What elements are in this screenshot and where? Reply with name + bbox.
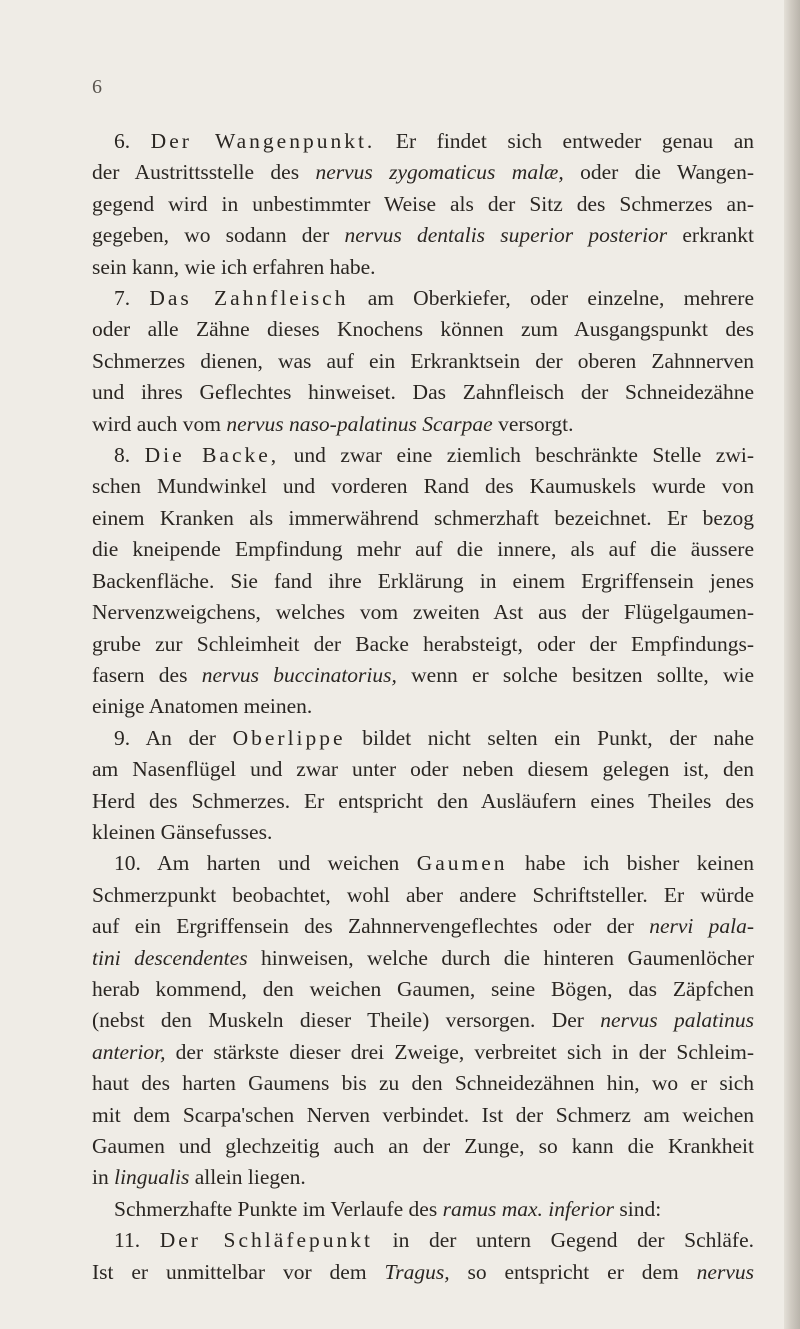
text-segment: grube zur Schleimheit der Backe herabsteigt, oder der Empfindungs- bbox=[92, 631, 754, 656]
text-segment: 7. bbox=[114, 286, 150, 311]
text-line bbox=[92, 566, 754, 597]
text-segment: einem Kranken als immerwährend schmerzhaft bezeichnet. Er bezog bbox=[92, 505, 754, 530]
text-line bbox=[92, 1005, 754, 1036]
text-segment: gegend wird in unbestimmter Weise als der Sitz des Schmerzes an- bbox=[92, 191, 754, 216]
spaced-heading: Oberlippe bbox=[232, 725, 346, 750]
text-segment: die kneipende Empfindung mehr auf die innere, als auf die äussere bbox=[92, 537, 754, 562]
text-segment: mit dem Scarpa'schen Nerven verbindet. Ist der Schmerz am weichen bbox=[92, 1102, 754, 1127]
text-segment: am Oberkiefer, oder einzelne, mehrere bbox=[348, 286, 755, 311]
text-segment: 11. bbox=[114, 1228, 160, 1253]
italic-term: tini descendentes bbox=[92, 945, 248, 970]
text-segment: Schmerzhafte Punkte im Verlaufe des bbox=[114, 1196, 443, 1221]
text-segment: wird auch vom bbox=[92, 411, 227, 436]
text-line bbox=[92, 471, 754, 502]
text-segment: sein kann, wie ich erfahren habe. bbox=[92, 254, 376, 279]
spaced-heading: Der Schläfepunkt bbox=[159, 1228, 373, 1253]
text-line bbox=[92, 691, 754, 722]
text-line bbox=[92, 440, 754, 471]
text-segment: erkrankt bbox=[667, 223, 754, 248]
text-segment: 8. bbox=[114, 443, 145, 468]
page-edge-shadow bbox=[784, 0, 800, 1329]
text-segment: (nebst den Muskeln dieser Theile) versorgen. Der bbox=[92, 1008, 601, 1033]
text-line bbox=[92, 848, 754, 879]
text-line bbox=[92, 1225, 754, 1256]
text-segment: oder alle Zähne dieses Knochens können zum Ausgangspunkt des bbox=[92, 317, 754, 342]
text-line bbox=[92, 314, 754, 345]
italic-term: Tragus, bbox=[384, 1259, 450, 1284]
italic-term: nervus palatinus bbox=[600, 1008, 754, 1033]
spaced-heading: Gaumen bbox=[416, 851, 508, 876]
text-segment: einige Anatomen meinen. bbox=[92, 694, 313, 719]
text-line bbox=[92, 723, 754, 754]
text-line bbox=[92, 754, 754, 785]
text-segment: habe ich bisher keinen bbox=[507, 851, 755, 876]
spaced-heading: Das Zahnfleisch bbox=[149, 286, 349, 311]
text-line bbox=[92, 1068, 754, 1099]
italic-term: nervus zygomaticus malæ, bbox=[315, 160, 564, 185]
text-line bbox=[92, 126, 754, 157]
italic-term: nervi pala- bbox=[649, 914, 754, 939]
text-line bbox=[92, 911, 754, 942]
text-segment: kleinen Gänsefusses. bbox=[92, 819, 273, 844]
text-line bbox=[92, 817, 754, 848]
text-segment: Backenfläche. Sie fand ihre Erklärung in einem Ergriffensein jenes bbox=[92, 568, 754, 593]
text-segment: auf ein Ergriffensein des Zahnnervengeflechtes oder der bbox=[92, 914, 650, 939]
text-line bbox=[92, 283, 754, 314]
text-segment: wenn er solche besitzen sollte, wie bbox=[396, 662, 755, 687]
text-segment: bildet nicht selten ein Punkt, der nahe bbox=[345, 725, 754, 750]
text-segment: Herd des Schmerzes. Er entspricht den Ausläufern eines Theiles des bbox=[92, 788, 754, 813]
text-segment: Schmerzpunkt beobachtet, wohl aber andere Schriftsteller. Er würde bbox=[92, 882, 754, 907]
text-line bbox=[92, 1194, 754, 1225]
text-segment: 10. Am harten und weichen bbox=[114, 851, 417, 876]
text-line bbox=[92, 157, 754, 188]
italic-term: lingualis bbox=[114, 1165, 190, 1190]
text-segment: Nervenzweigchens, welches vom zweiten Ast aus der Flügelgaumen- bbox=[92, 600, 754, 625]
text-line bbox=[92, 189, 754, 220]
text-segment: sind: bbox=[613, 1196, 662, 1221]
text-segment: Ist er unmittelbar vor dem bbox=[92, 1259, 385, 1284]
text-segment: der stärkste dieser drei Zweige, verbreitet sich in der Schleim- bbox=[165, 1039, 754, 1064]
text-line bbox=[92, 1162, 754, 1193]
text-segment: allein liegen. bbox=[189, 1165, 306, 1190]
text-segment: 6. bbox=[114, 129, 151, 153]
text-line bbox=[92, 220, 754, 251]
text-segment: so entspricht er dem bbox=[449, 1259, 697, 1284]
italic-term: nervus naso-palatinus Scarpae bbox=[226, 411, 493, 436]
text-segment: fasern des bbox=[92, 662, 202, 687]
text-segment: Er findet sich entweder genau an bbox=[375, 129, 755, 153]
text-line bbox=[92, 974, 754, 1005]
spaced-heading: Der Wangenpunkt. bbox=[150, 129, 376, 153]
text-segment: hinweisen, welche durch die hinteren Gaumenlöcher bbox=[247, 945, 754, 970]
italic-term: ramus max. inferior bbox=[442, 1196, 614, 1221]
page-number: 6 bbox=[92, 76, 103, 98]
text-line bbox=[92, 943, 754, 974]
text-line bbox=[92, 1257, 754, 1288]
text-line bbox=[92, 534, 754, 565]
text-segment: herab kommend, den weichen Gaumen, seine Bögen, das Zäpfchen bbox=[92, 976, 754, 1001]
text-segment: versorgt. bbox=[492, 411, 574, 436]
text-line bbox=[92, 629, 754, 660]
italic-term: nervus dentalis superior posterior bbox=[344, 223, 668, 248]
text-line bbox=[92, 1131, 754, 1162]
text-segment: 9. An der bbox=[114, 725, 233, 750]
text-line bbox=[92, 597, 754, 628]
text-segment: Gaumen und glechzeitig auch an der Zunge, so kann die Krankheit bbox=[92, 1134, 754, 1158]
spaced-heading: Die Backe, bbox=[144, 443, 280, 468]
italic-term: nervus buccinatorius, bbox=[201, 662, 397, 687]
text-segment: gegeben, wo sodann der bbox=[92, 223, 345, 248]
text-line bbox=[92, 786, 754, 817]
text-line bbox=[92, 1100, 754, 1131]
text-segment: und zwar eine ziemlich beschränkte Stelle zwi- bbox=[279, 443, 754, 468]
text-segment: haut des harten Gaumens bis zu den Schneidezähnen hin, wo er sich bbox=[92, 1071, 754, 1096]
text-line bbox=[92, 660, 754, 691]
italic-term: nervus bbox=[696, 1259, 754, 1284]
text-segment: und ihres Geflechtes hinweiset. Das Zahnfleisch der Schneidezähne bbox=[92, 380, 754, 405]
text-segment: schen Mundwinkel und vorderen Rand des Kaumuskels wurde von bbox=[92, 474, 754, 499]
text-segment: am Nasenflügel und zwar unter oder neben diesem gelegen ist, den bbox=[92, 757, 754, 782]
italic-term: anterior, bbox=[92, 1039, 166, 1064]
text-segment: der Austrittsstelle des bbox=[92, 160, 316, 185]
text-line bbox=[92, 252, 754, 283]
text-line bbox=[92, 377, 754, 408]
text-segment: in der untern Gegend der Schläfe. bbox=[373, 1228, 754, 1253]
text-segment: oder die Wangen- bbox=[563, 160, 754, 185]
text-line bbox=[92, 1037, 754, 1068]
text-line bbox=[92, 346, 754, 377]
text-line bbox=[92, 409, 754, 440]
text-segment: in bbox=[92, 1165, 115, 1190]
body-text bbox=[92, 126, 754, 1288]
text-line bbox=[92, 880, 754, 911]
text-line bbox=[92, 503, 754, 534]
text-segment: Schmerzes dienen, was auf ein Erkranktsein der oberen Zahnnerven bbox=[92, 348, 754, 373]
